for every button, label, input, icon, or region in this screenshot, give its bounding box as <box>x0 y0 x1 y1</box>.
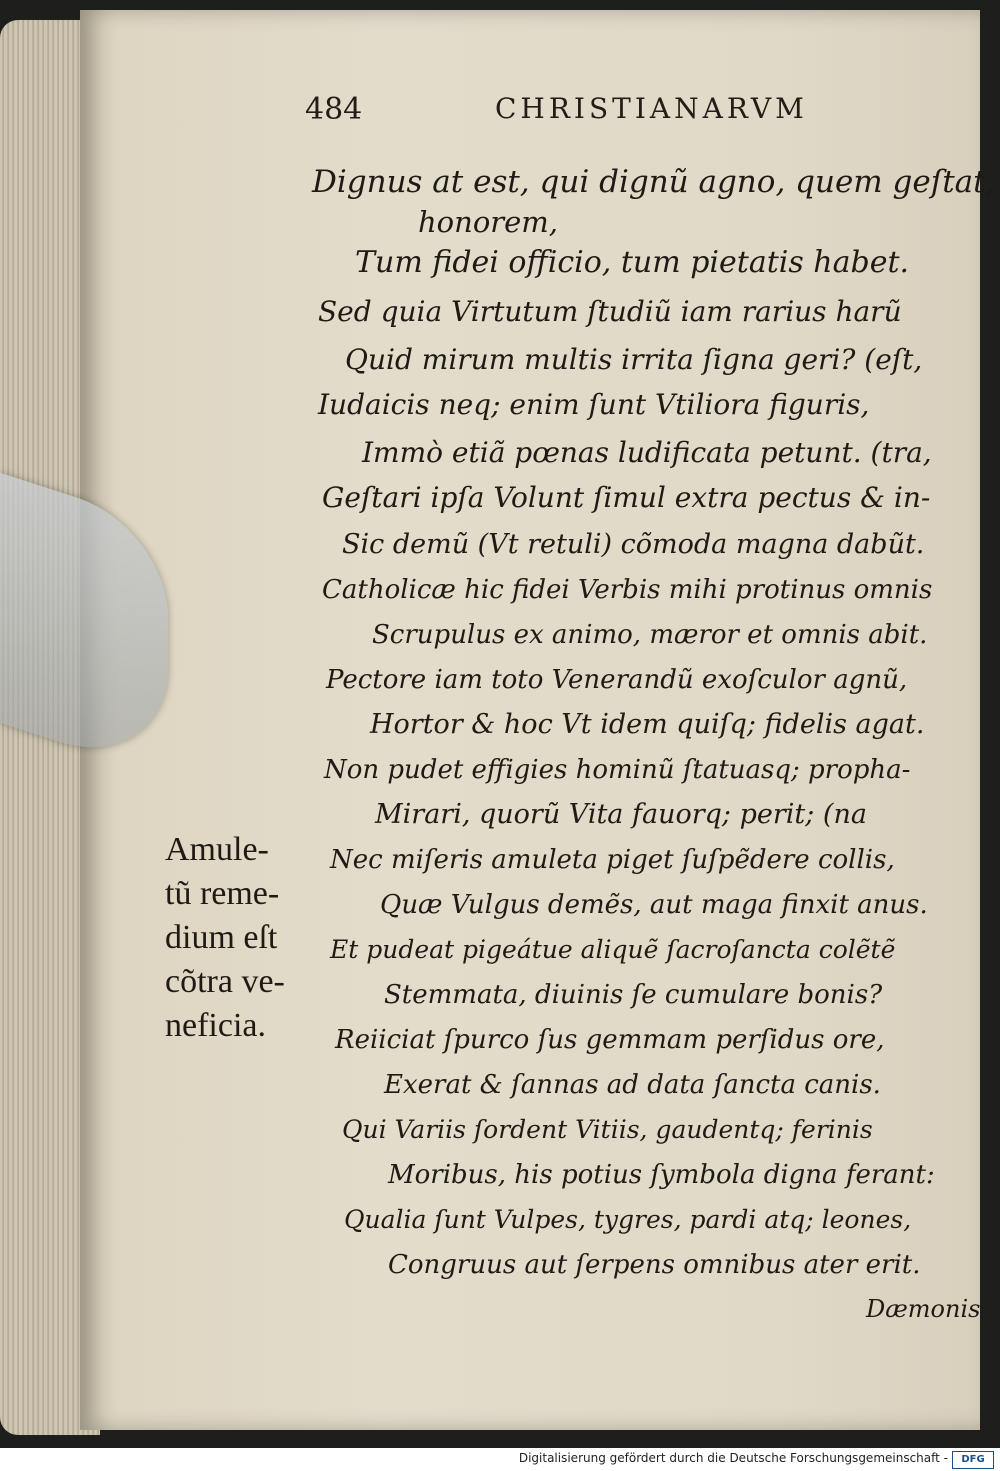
verse-line: Quæ Vulgus demẽs, aut maga finxit anus. <box>380 890 928 920</box>
verse-line: Tum fidei officio, tum pietatis habet. <box>355 245 910 280</box>
marginal-line: Amule- <box>165 831 269 868</box>
verse-line: Exerat & ſannas ad data ſancta canis. <box>384 1070 881 1100</box>
verse-line: Scrupulus ex animo, mæror et omnis abit. <box>372 620 928 650</box>
verse-line: Qui Variis ſordent Vitiis, gaudentq; ferinis <box>342 1115 873 1144</box>
running-title: CHRISTIANARVM <box>495 92 808 125</box>
verse-line: Mirari, quorũ Vita fauorq; perit; (na <box>375 799 867 830</box>
verse-line: Congruus aut ſerpens omnibus ater erit. <box>388 1250 921 1280</box>
dfg-logo: DFG <box>952 1451 994 1469</box>
digitization-credit-bar <box>0 1448 1000 1471</box>
marginal-line: dium eſt <box>165 919 278 956</box>
verse-line: Moribus, his potius ſymbola digna ferant: <box>388 1160 935 1190</box>
verse-line: Catholicæ hic fidei Verbis mihi protinus omnis <box>322 575 933 605</box>
verse-line: Sed quia Virtutum ſtudiũ iam rarius harũ <box>318 295 902 328</box>
verse-line: honorem, <box>418 205 559 239</box>
verse-line: Et pudeat pigeátue aliquẽ ſacroſancta colẽtẽ <box>330 935 896 964</box>
marginal-line: tũ reme- <box>165 875 280 912</box>
verse-line: Sic demũ (Vt retuli) cõmoda magna dabũt. <box>342 529 925 560</box>
marginal-line: neficia. <box>165 1007 266 1044</box>
marginal-note <box>165 828 325 1048</box>
verse-line: Dignus at est, qui dignũ agno, quem geſtat, <box>312 164 996 200</box>
verse-line: Geſtari ipſa Volunt ſimul extra pectus & in- <box>322 481 931 514</box>
credit-text: Digitalisierung gefördert durch die Deutsche Forschungsgemeinschaft - <box>518 1451 948 1465</box>
marginal-line: cõtra ve- <box>165 963 285 1000</box>
verse-line: Nec miſeris amuleta piget ſuſpẽdere collis, <box>330 845 895 875</box>
page-number: 484 <box>305 92 363 127</box>
verse-line: Non pudet effigies hominũ ſtatuasq; propha- <box>324 755 911 785</box>
verse-line: Iudaicis neq; enim ſunt Vtiliora figuris, <box>318 388 870 421</box>
verse-line: Immò etiã pœnas ludificata petunt. (tra, <box>362 436 932 469</box>
verse-line: Pectore iam toto Venerandũ exoſculor agnũ, <box>326 665 908 695</box>
verse-line: Reiiciat ſpurco ſus gemmam perſidus ore, <box>335 1025 885 1055</box>
verse-line: Stemmata, diuinis ſe cumulare bonis? <box>384 980 883 1010</box>
verse-line: Hortor & hoc Vt idem quiſq; fidelis agat. <box>370 709 925 740</box>
verse-line: Qualia ſunt Vulpes, tygres, pardi atq; leones, <box>344 1205 912 1234</box>
verse-line: Quid mirum multis irrita ſigna geri? (eſt, <box>345 343 923 376</box>
catchword: Dæmonis <box>866 1295 981 1323</box>
